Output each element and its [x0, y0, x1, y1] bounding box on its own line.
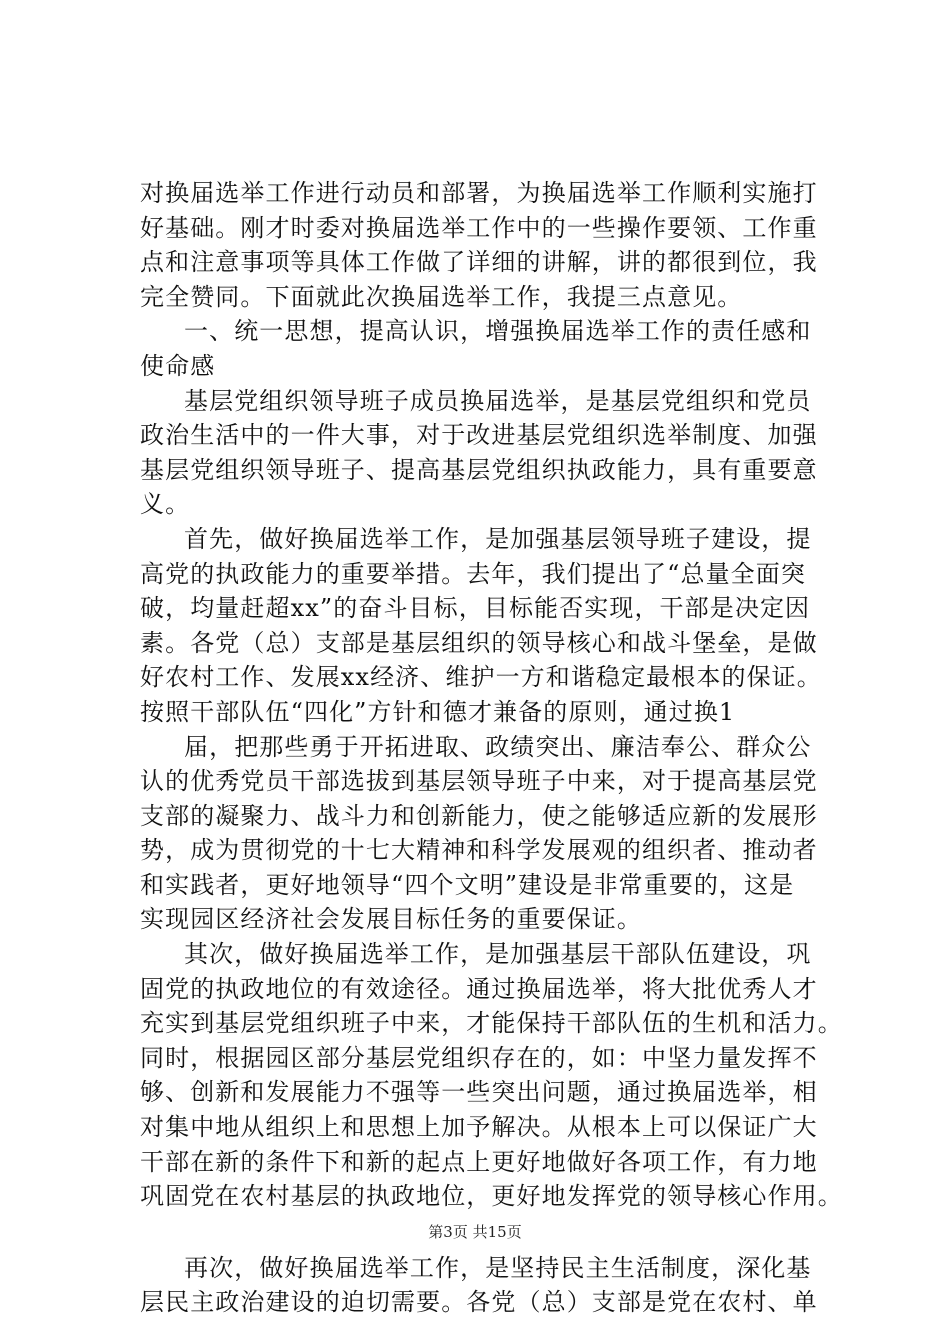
text-line: 义。	[140, 490, 191, 519]
text-line: 势，成为贯彻党的十七大精神和科学发展观的组织者、推动者	[140, 836, 818, 865]
text-line: 届，把那些勇于开拓进取、政绩突出、廉洁奉公、群众公	[184, 732, 812, 761]
text-line: 对集中地从组织上和思想上加予解决。从根本上可以保证广大	[140, 1113, 818, 1142]
text-line: 基层党组织领导班子成员换届选举，是基层党组织和党员	[184, 386, 812, 415]
page-number-footer: 第3页 共15页	[428, 1223, 522, 1241]
text-line: 固党的执政地位的有效途径。通过换届选举，将大批优秀人才	[140, 974, 818, 1003]
body-text	[140, 176, 843, 1320]
text-line: 首先，做好换届选举工作，是加强基层领导班子建设，提	[184, 524, 812, 553]
text-line: 按照干部队伍“四化”方针和德才兼备的原则，通过换1	[140, 697, 736, 726]
text-line: 巩固党在农村基层的执政地位，更好地发挥党的领导核心作用。	[140, 1182, 843, 1211]
text-line: 支部的凝聚力、战斗力和创新能力，使之能够适应新的发展形	[140, 801, 818, 830]
text-line: 同时，根据园区部分基层党组织存在的，如：中坚力量发挥不	[140, 1043, 818, 1072]
text-line: 干部在新的条件下和新的起点上更好地做好各项工作，有力地	[140, 1147, 818, 1176]
text-line: 和实践者，更好地领导“四个文明”建设是非常重要的，这是	[140, 870, 795, 899]
text-line: 其次，做好换届选举工作，是加强基层干部队伍建设，巩	[184, 940, 812, 969]
text-line: 好农村工作、发展xx经济、维护一方和谐稳定最根本的保证。	[140, 663, 822, 692]
text-line: 素。各党（总）支部是基层组织的领导核心和战斗堡垒，是做	[140, 628, 818, 657]
section-heading: 一、统一思想，提高认识，增强换届选举工作的责任感和	[184, 317, 812, 346]
text-line: 层民主政治建设的迫切需要。各党（总）支部是党在农村、单	[140, 1288, 818, 1317]
text-line: 好基础。刚才时委对换届选举工作中的一些操作要领、工作重	[140, 213, 818, 242]
text-line: 认的优秀党员干部选拔到基层领导班子中来，对于提高基层党	[140, 767, 818, 796]
text-line: 对换届选举工作进行动员和部署，为换届选举工作顺利实施打	[140, 179, 818, 207]
text-line: 破，均量赶超xx”的奋斗目标，目标能否实现，干部是决定因	[140, 594, 811, 623]
text-line: 点和注意事项等具体工作做了详细的讲解，讲的都很到位，我	[140, 248, 818, 277]
text-line: 政治生活中的一件大事，对于改进基层党组织选举制度、加强	[140, 421, 818, 450]
section-heading-continued: 使命感	[140, 351, 216, 380]
text-line: 再次，做好换届选举工作，是坚持民主生活制度，深化基	[184, 1253, 812, 1282]
text-line: 完全赞同。下面就此次换届选举工作，我提三点意见。	[140, 282, 743, 311]
text-line: 基层党组织领导班子、提高基层党组织执政能力，具有重要意	[140, 455, 818, 484]
text-line: 高党的执政能力的重要举措。去年，我们提出了“总量全面突	[140, 559, 806, 588]
text-line: 实现园区经济社会发展目标任务的重要保证。	[140, 905, 642, 934]
text-line: 充实到基层党组织班子中来，才能保持干部队伍的生机和活力。	[140, 1009, 843, 1038]
text-line: 够、创新和发展能力不强等一些突出问题，通过换届选举，相	[140, 1078, 818, 1107]
